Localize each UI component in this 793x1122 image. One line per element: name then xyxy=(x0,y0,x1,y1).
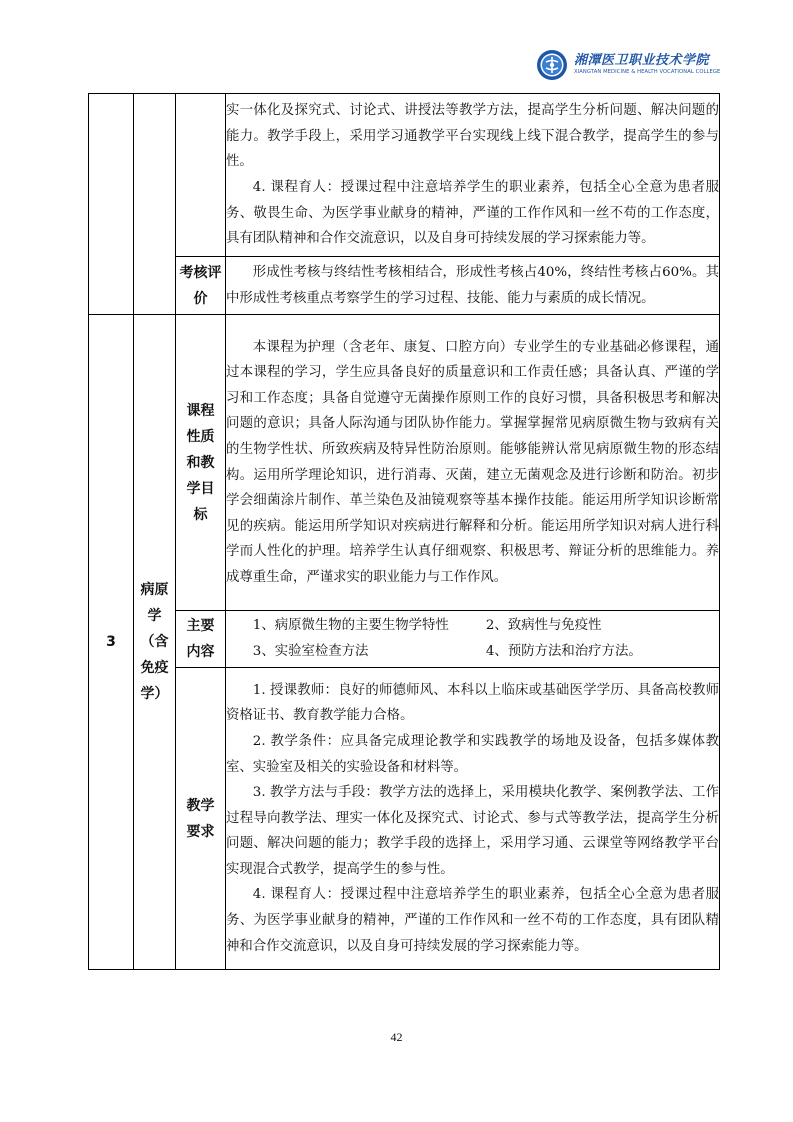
nature-cell xyxy=(226,315,720,611)
table-row xyxy=(89,94,720,257)
requirements-label: 教学要求 xyxy=(186,797,215,840)
requirement-4: 4. 课程育人：授课过程中注意培养学生的职业素养，包括全心全意为患者服务、为医学事业献身的精神，严谨的工作作风和一丝不苟的工作态度，具有团队精神和合作交流意识，以及自身可持续发展的学习探索能力等。 xyxy=(226,887,719,954)
content-item-2: 2、致病性与免疫性 xyxy=(485,618,602,634)
course-name xyxy=(134,315,176,970)
course-number: 3 xyxy=(89,315,134,970)
empty-course-cell xyxy=(134,94,176,315)
logo-chinese-name: 湘潭医卫职业技术学院 xyxy=(574,53,710,69)
requirement-1: 1. 授课教师：良好的师德师风、本科以上临床或基础医学学历、具备高校教师资格证书、教育教学能力合格。 xyxy=(226,682,719,724)
nature-label-cell xyxy=(176,315,226,611)
assessment-cell xyxy=(226,257,720,315)
nature-text: 本课程为护理（含老年、康复、口腔方向）专业学生的专业基础必修课程，通过本课程的学习，学生应具备良好的质量意识和工作责任感；具备认真、严谨的学习和工作态度；具备自觉遵守无菌操作原则工作的良好习惯，具备积极思考和解决问题的意识；具备人际沟通与团队协作能力。掌握掌握常见病原微生物与致病有关的生物学性状、所致疾病及特异性防治原则。能够能辨认常见病原微生物的形态结构。运用所学理论知识，进行消毒、灭菌，建立无菌观念及进行诊断和防治。初步学会细菌涂片制作、革兰染色及油镜观察等基本操作技能。能运用所学知识诊断常见的疾病。能运用所学知识对疾病进行解释和分析。能运用所学知识对病人进行科学而人性化的护理。培养学生认真仔细观察、积极思考、辩证分析的思维能力。养成尊重生命，严谨求实的职业能力与工作作风。 xyxy=(226,339,719,585)
course-name-text: 病原学（含免疫学） xyxy=(140,582,169,702)
logo-english-name: XIANGTAN MEDICINE & HEALTH VOCATIONAL COLLEGE xyxy=(574,69,721,76)
nature-label: 课程性质和教学目标 xyxy=(186,402,215,523)
table-row xyxy=(89,668,720,970)
teaching-requirements-continued xyxy=(226,94,720,257)
requirements-cell xyxy=(226,668,720,970)
course-education-text: 4. 课程育人：授课过程中注意培养学生的职业素养，包括全心全意为患者服务、敬畏生命、为医学事业献身的精神，严谨的工作作风和一丝不苟的工作态度，具有团队精神和合作交流意识，以及自身可持续发展的学习探索能力等。 xyxy=(226,180,719,247)
empty-number-cell xyxy=(89,94,134,315)
content-label-cell xyxy=(176,611,226,668)
empty-label-cell xyxy=(176,94,226,257)
table-row xyxy=(89,611,720,668)
assessment-text: 形成性考核与终结性考核相结合，形成性考核占40%，终结性考核占60%。其中形成性考核重点考察学生的学习过程、技能、能力与素质的成长情况。 xyxy=(226,264,719,306)
content-item-1: 1、病原微生物的主要生物学特性 xyxy=(252,618,449,634)
method-continuation-text: 实一体化及探究式、讨论式、讲授法等教学方法，提高学生分析问题、解决问题的能力。教学手段上，采用学习通教学平台实现线上线下混合教学，提高学生的参与性。 xyxy=(226,103,719,170)
content-item-4: 4、预防方法和治疗方法。 xyxy=(485,644,642,659)
requirement-2: 2. 教学条件：应具备完成理论教学和实践教学的场地及设备，包括多媒体教室、实验室及相关的实验设备和材料等。 xyxy=(226,733,719,775)
content-label: 主要内容 xyxy=(186,618,215,660)
content-row-2 xyxy=(226,639,719,665)
college-logo xyxy=(536,48,720,82)
table-row xyxy=(89,315,720,611)
content-row-1 xyxy=(226,613,719,639)
college-seal-icon xyxy=(536,49,568,81)
requirement-3: 3. 教学方法与手段：教学方法的选择上，采用模块化教学、案例教学法、工作过程导向教学法、理实一体化及探究式、讨论式、参与式等教学法，提高学生分析问题、解决问题的能力；教学手段的选择上，采用学习通、云课堂等网络教学平台实现混合式教学，提高学生的参与性。 xyxy=(226,785,719,877)
assessment-label: 考核评价 xyxy=(176,257,226,315)
table-row xyxy=(89,257,720,315)
page-number: 42 xyxy=(390,1030,403,1044)
curriculum-table xyxy=(88,93,720,970)
content-cell xyxy=(226,611,720,668)
content-item-3: 3、实验室检查方法 xyxy=(252,644,369,659)
requirements-label-cell xyxy=(176,668,226,970)
